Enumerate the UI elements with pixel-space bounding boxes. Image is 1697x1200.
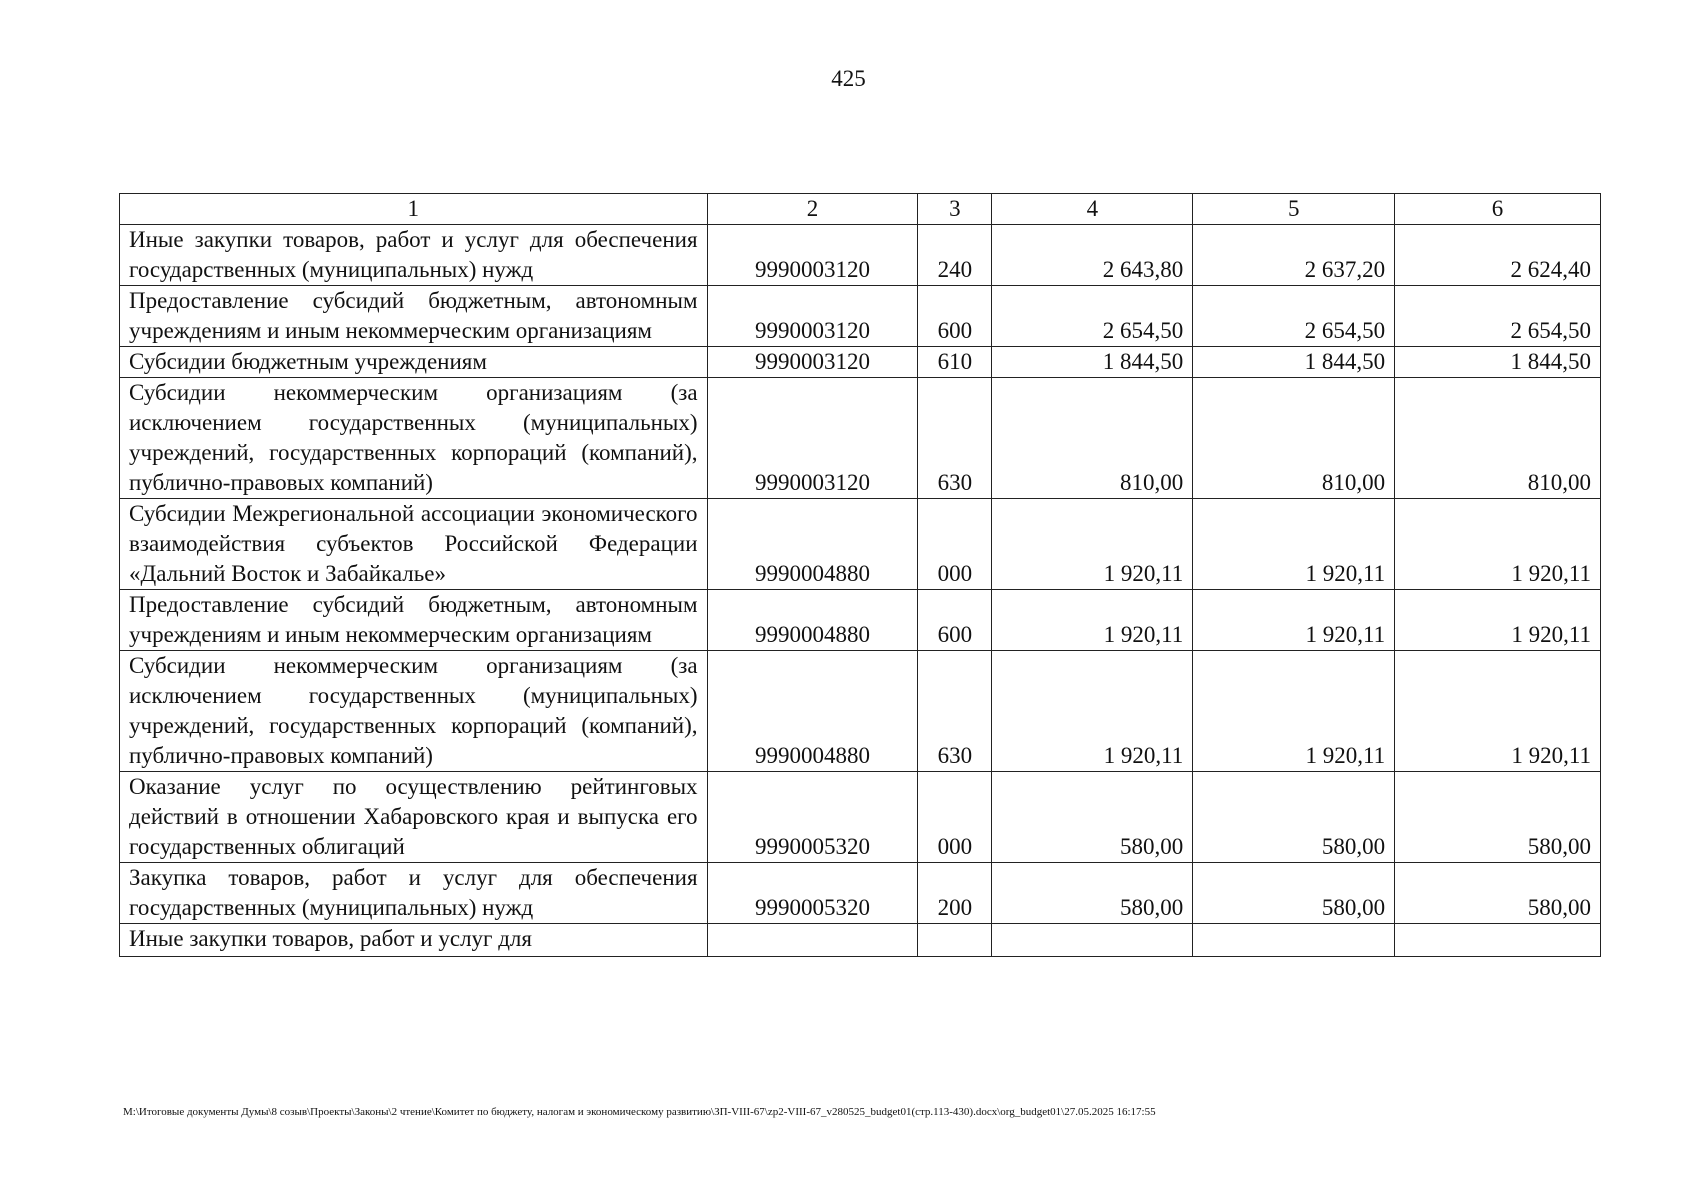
row-code: 9990004880 bbox=[707, 590, 918, 651]
row-value-1: 2 654,50 bbox=[992, 286, 1193, 347]
row-value-3: 1 920,11 bbox=[1395, 499, 1601, 590]
column-header: 3 bbox=[918, 194, 992, 225]
row-code: 9990003120 bbox=[707, 378, 918, 499]
row-value-2: 2 637,20 bbox=[1193, 225, 1395, 286]
row-value-1: 580,00 bbox=[992, 863, 1193, 924]
row-expense-type: 240 bbox=[918, 225, 992, 286]
row-name: Предоставление субсидий бюджетным, автономным учреждениям и иным некоммерческим организациям bbox=[120, 590, 708, 651]
row-value-1: 1 920,11 bbox=[992, 651, 1193, 772]
table-row bbox=[120, 590, 1601, 651]
row-expense-type bbox=[918, 924, 992, 957]
row-name: Оказание услуг по осуществлению рейтинговых действий в отношении Хабаровского края и выпуска его государственных облигаций bbox=[120, 772, 708, 863]
row-code: 9990004880 bbox=[707, 499, 918, 590]
row-expense-type: 610 bbox=[918, 347, 992, 378]
row-expense-type: 000 bbox=[918, 499, 992, 590]
row-expense-type: 600 bbox=[918, 590, 992, 651]
row-value-3 bbox=[1395, 924, 1601, 957]
table-header-row bbox=[120, 194, 1601, 225]
row-value-1: 580,00 bbox=[992, 772, 1193, 863]
row-value-2: 580,00 bbox=[1193, 863, 1395, 924]
row-value-2: 810,00 bbox=[1193, 378, 1395, 499]
column-header: 5 bbox=[1193, 194, 1395, 225]
table-row bbox=[120, 651, 1601, 772]
table-row bbox=[120, 286, 1601, 347]
row-value-1: 1 844,50 bbox=[992, 347, 1193, 378]
row-expense-type: 000 bbox=[918, 772, 992, 863]
row-value-1: 810,00 bbox=[992, 378, 1193, 499]
row-name: Субсидии Межрегиональной ассоциации экономического взаимодействия субъектов Российской Федерации «Дальний Восток и Забайкалье» bbox=[120, 499, 708, 590]
row-name: Закупка товаров, работ и услуг для обеспечения государственных (муниципальных) нужд bbox=[120, 863, 708, 924]
table-row bbox=[120, 863, 1601, 924]
row-value-3: 2 654,50 bbox=[1395, 286, 1601, 347]
row-value-3: 1 920,11 bbox=[1395, 651, 1601, 772]
row-name: Предоставление субсидий бюджетным, автономным учреждениям и иным некоммерческим организациям bbox=[120, 286, 708, 347]
file-path-footer: M:\Итоговые документы Думы\8 созыв\Проекты\Законы\2 чтение\Комитет по бюджету, налогам и экономическому развитию\ЗП-VIII-67\zp2-VIII-67_v280525_budget01(стр.113-430).docx\org_budget01\27.05.2025 16:17:55 bbox=[123, 1106, 1156, 1118]
column-header: 2 bbox=[707, 194, 918, 225]
row-code bbox=[707, 924, 918, 957]
row-name: Иные закупки товаров, работ и услуг для обеспечения государственных (муниципальных) нужд bbox=[120, 225, 708, 286]
table-row bbox=[120, 499, 1601, 590]
row-value-1: 1 920,11 bbox=[992, 590, 1193, 651]
row-code: 9990005320 bbox=[707, 863, 918, 924]
row-value-1: 1 920,11 bbox=[992, 499, 1193, 590]
row-value-2: 1 920,11 bbox=[1193, 499, 1395, 590]
row-value-3: 1 920,11 bbox=[1395, 590, 1601, 651]
row-value-2 bbox=[1193, 924, 1395, 957]
table-row bbox=[120, 378, 1601, 499]
row-code: 9990003120 bbox=[707, 225, 918, 286]
row-name: Иные закупки товаров, работ и услуг для bbox=[120, 924, 708, 957]
row-value-1: 2 643,80 bbox=[992, 225, 1193, 286]
budget-table bbox=[119, 193, 1601, 957]
row-value-2: 1 920,11 bbox=[1193, 590, 1395, 651]
table-row bbox=[120, 225, 1601, 286]
row-code: 9990005320 bbox=[707, 772, 918, 863]
row-expense-type: 200 bbox=[918, 863, 992, 924]
row-code: 9990004880 bbox=[707, 651, 918, 772]
row-value-2: 1 920,11 bbox=[1193, 651, 1395, 772]
column-header: 6 bbox=[1395, 194, 1601, 225]
row-value-3: 2 624,40 bbox=[1395, 225, 1601, 286]
row-value-3: 580,00 bbox=[1395, 863, 1601, 924]
table-row bbox=[120, 347, 1601, 378]
row-value-3: 1 844,50 bbox=[1395, 347, 1601, 378]
row-value-3: 810,00 bbox=[1395, 378, 1601, 499]
table-row-continued bbox=[120, 924, 1601, 957]
row-expense-type: 600 bbox=[918, 286, 992, 347]
row-code: 9990003120 bbox=[707, 286, 918, 347]
row-name: Субсидии бюджетным учреждениям bbox=[120, 347, 708, 378]
page-number: 425 bbox=[831, 66, 866, 91]
row-expense-type: 630 bbox=[918, 651, 992, 772]
row-code: 9990003120 bbox=[707, 347, 918, 378]
row-expense-type: 630 bbox=[918, 378, 992, 499]
row-name: Субсидии некоммерческим организациям (за исключением государственных (муниципальных) учреждений, государственных корпораций (компаний), публично-правовых компаний) bbox=[120, 651, 708, 772]
row-value-2: 1 844,50 bbox=[1193, 347, 1395, 378]
row-value-1 bbox=[992, 924, 1193, 957]
column-header: 1 bbox=[120, 194, 708, 225]
row-value-3: 580,00 bbox=[1395, 772, 1601, 863]
row-value-2: 580,00 bbox=[1193, 772, 1395, 863]
table-row bbox=[120, 772, 1601, 863]
row-name: Субсидии некоммерческим организациям (за исключением государственных (муниципальных) учреждений, государственных корпораций (компаний), публично-правовых компаний) bbox=[120, 378, 708, 499]
column-header: 4 bbox=[992, 194, 1193, 225]
row-value-2: 2 654,50 bbox=[1193, 286, 1395, 347]
